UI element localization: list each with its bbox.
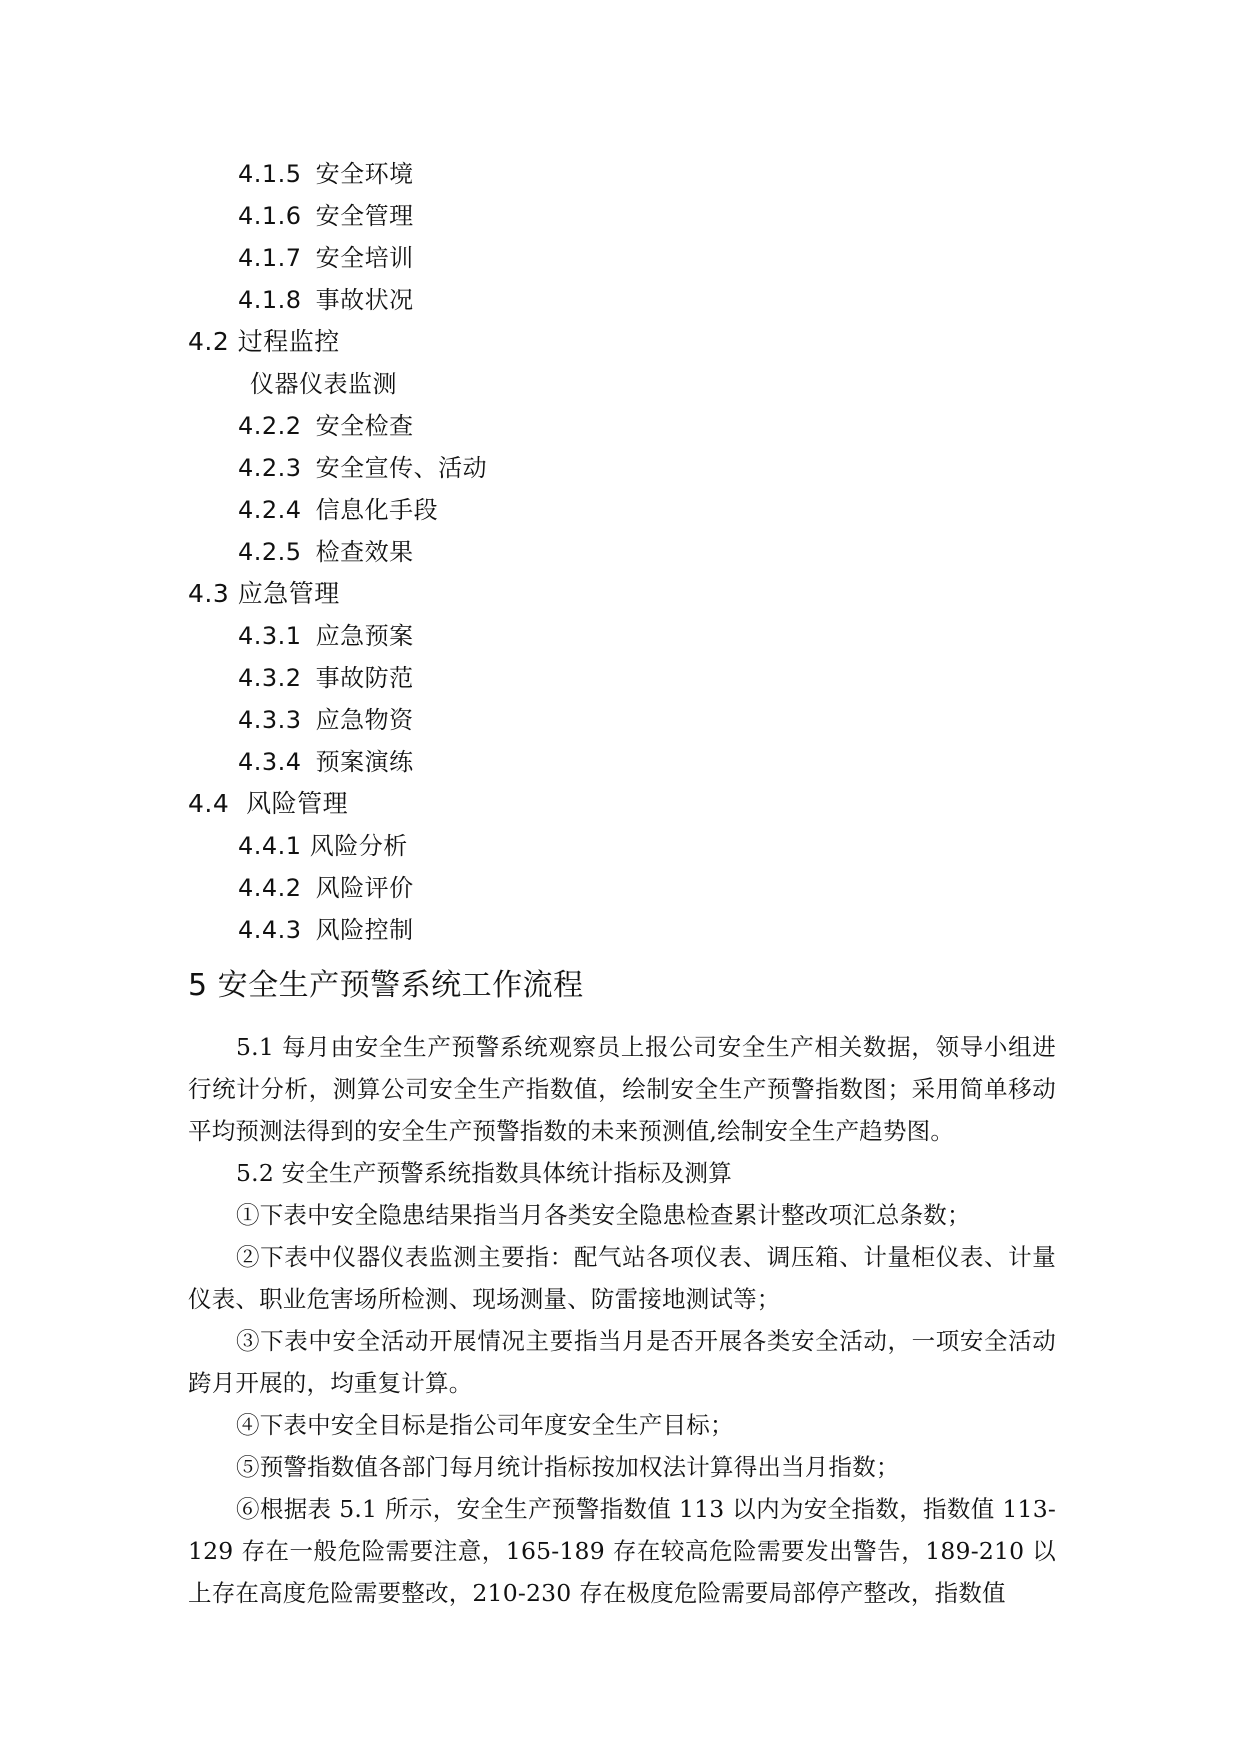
toc-number: 4.3.4 xyxy=(238,748,302,776)
toc-entry-4-3-3 xyxy=(238,704,414,736)
toc-label: 事故状况 xyxy=(315,286,414,314)
toc-label: 信息化手段 xyxy=(315,496,439,524)
toc-number: 4.2.3 xyxy=(238,454,302,482)
toc-label: 检查效果 xyxy=(315,538,414,566)
toc-label: 应急预案 xyxy=(315,622,414,650)
toc-section-4-4: 4.4 风险管理 xyxy=(188,789,349,818)
list-item-1: ①下表中安全隐患结果指当月各类安全隐患检查累计整改项汇总条数； xyxy=(236,1201,971,1229)
toc-entry-4-1-7 xyxy=(238,242,414,274)
list-item-3: ③下表中安全活动开展情况主要指当月是否开展各类安全活动，一项安全活动跨月开展的，均重复计算。 xyxy=(188,1327,1056,1397)
toc-entry-4-2-2 xyxy=(238,410,414,442)
toc-entry-4-4-1: 4.4.1 风险分析 xyxy=(238,832,408,860)
toc-entry-4-4-3 xyxy=(238,914,414,946)
toc-label: 安全检查 xyxy=(315,412,414,440)
toc-number: 4.1.7 xyxy=(238,244,302,272)
toc-label: 安全管理 xyxy=(315,202,414,230)
toc-entry-4-3-4 xyxy=(238,746,414,778)
toc-entry-4-2-3 xyxy=(238,452,487,484)
toc-section-4-2: 4.2 过程监控 xyxy=(188,327,340,356)
toc-entry-4-4-2 xyxy=(238,872,414,904)
toc-label: 风险评价 xyxy=(315,874,414,902)
toc-number: 4.1.6 xyxy=(238,202,302,230)
toc-entry-4-2-4 xyxy=(238,494,438,526)
toc-number: 4.2.4 xyxy=(238,496,302,524)
toc-label: 风险控制 xyxy=(315,916,414,944)
toc-entry-instrument-monitoring: 仪器仪表监测 xyxy=(250,370,397,398)
chapter-5-heading: 5 安全生产预警系统工作流程 xyxy=(188,968,584,1003)
toc-number: 4.3.1 xyxy=(238,622,302,650)
toc-number: 4.3.3 xyxy=(238,706,302,734)
toc-number: 4.3.2 xyxy=(238,664,302,692)
toc-number: 4.1.8 xyxy=(238,286,302,314)
toc-entry-4-1-5 xyxy=(238,158,414,190)
toc-number: 4.1.5 xyxy=(238,160,302,188)
toc-label: 安全宣传、活动 xyxy=(315,454,488,482)
toc-section-4-3: 4.3 应急管理 xyxy=(188,579,340,608)
toc-number: 4.4.3 xyxy=(238,916,302,944)
toc-entry-4-3-1 xyxy=(238,620,414,652)
toc-label: 安全环境 xyxy=(315,160,414,188)
toc-entry-4-2-5 xyxy=(238,536,414,568)
paragraph-5-2: 5.2 安全生产预警系统指数具体统计指标及测算 xyxy=(236,1159,732,1187)
toc-entry-4-3-2 xyxy=(238,662,414,694)
toc-label: 应急物资 xyxy=(315,706,414,734)
paragraph-5-1: 5.1 每月由安全生产预警系统观察员上报公司安全生产相关数据，领导小组进行统计分析，测算公司安全生产指数值，绘制安全生产预警指数图；采用简单移动平均预测法得到的安全生产预警指数的未来预测值,绘制安全生产趋势图。 xyxy=(188,1033,1056,1145)
toc-label: 事故防范 xyxy=(315,664,414,692)
list-item-5: ⑤预警指数值各部门每月统计指标按加权法计算得出当月指数； xyxy=(236,1453,900,1481)
toc-number: 4.2.2 xyxy=(238,412,302,440)
toc-entry-4-1-8 xyxy=(238,284,414,316)
list-item-2: ②下表中仪器仪表监测主要指：配气站各项仪表、调压箱、计量柜仪表、计量仪表、职业危害场所检测、现场测量、防雷接地测试等； xyxy=(188,1243,1056,1313)
toc-label: 安全培训 xyxy=(315,244,414,272)
list-item-6: ⑥根据表 5.1 所示，安全生产预警指数值 113 以内为安全指数，指数值 113-129 存在一般危险需要注意，165-189 存在较高危险需要发出警告，189-210 以上存在高度危险需要整改，210-230 存在极度危险需要局部停产整改，指数值 xyxy=(188,1495,1056,1607)
toc-label: 预案演练 xyxy=(315,748,414,776)
toc-number: 4.2.5 xyxy=(238,538,302,566)
list-item-4: ④下表中安全目标是指公司年度安全生产目标； xyxy=(236,1411,734,1439)
toc-number: 4.4.2 xyxy=(238,874,302,902)
toc-entry-4-1-6 xyxy=(238,200,414,232)
